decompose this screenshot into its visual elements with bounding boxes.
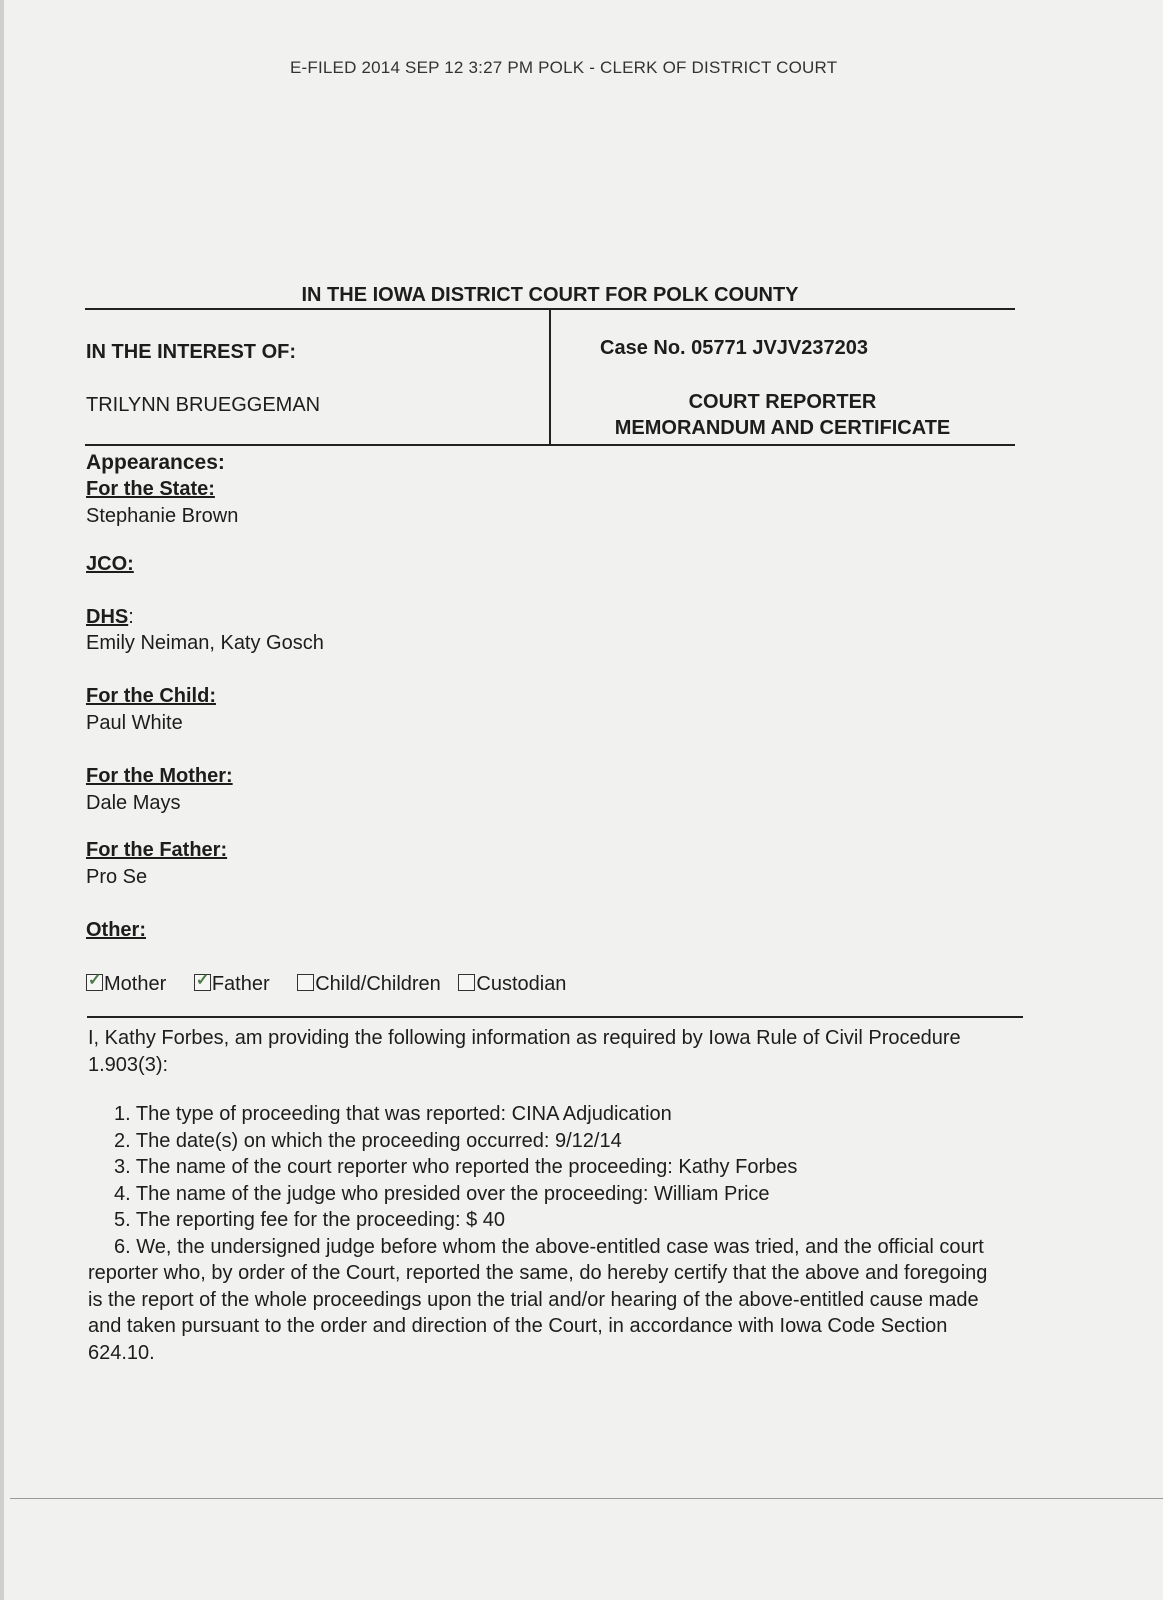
dhs-value: Emily Neiman, Katy Gosch xyxy=(86,632,324,654)
dhs-colon: : xyxy=(128,606,134,628)
checkbox-father-box[interactable] xyxy=(194,974,211,991)
jco-label: JCO: xyxy=(86,553,134,575)
checkbox-children[interactable] xyxy=(297,973,441,996)
checkbox-father[interactable] xyxy=(194,973,270,996)
scan-edge xyxy=(0,0,4,1600)
checkbox-custodian-box[interactable] xyxy=(458,974,475,991)
father-attorney-value: Pro Se xyxy=(86,866,148,888)
item-court-reporter: 3. The name of the court reporter who reported the proceeding: Kathy Forbes xyxy=(114,1156,798,1178)
dhs-label: DHS xyxy=(86,606,129,628)
other-label: Other: xyxy=(86,919,146,941)
checkbox-children-box[interactable] xyxy=(297,974,314,991)
item-proceeding-date: 2. The date(s) on which the proceeding occurred: 9/12/14 xyxy=(114,1129,622,1152)
page-bottom-rule xyxy=(10,1498,1163,1499)
mother-attorney-value: Dale Mays xyxy=(86,792,181,814)
child-attorney-value: Paul White xyxy=(86,712,183,734)
certificate-title-line-2: MEMORANDUM AND CERTIFICATE xyxy=(614,417,951,439)
intro-paragraph: I, Kathy Forbes, am providing the following information as required by Iowa Rule of Civil Procedure 1.903(3): xyxy=(88,1027,961,1076)
item-judge: 4. The name of the judge who presided over the proceeding: William Price xyxy=(114,1182,770,1205)
checkbox-mother[interactable] xyxy=(86,973,166,996)
item-reporting-fee: 5. The reporting fee for the proceeding: $ 40 xyxy=(114,1209,506,1231)
checkbox-custodian[interactable] xyxy=(458,973,566,996)
dhs-label-row xyxy=(86,606,134,629)
appearances-heading: Appearances: xyxy=(86,451,225,474)
court-title: IN THE IOWA DISTRICT COURT FOR POLK COUNTY xyxy=(301,284,799,306)
mother-attorney-label: For the Mother: xyxy=(86,765,233,787)
caption-bottom-rule xyxy=(85,444,1015,446)
check-icon: ✓ xyxy=(88,972,102,989)
section-rule xyxy=(87,1016,1023,1018)
item-proceeding-type: 1. The type of proceeding that was reported: CINA Adjudication xyxy=(114,1103,672,1125)
checkbox-mother-label: Mother xyxy=(104,973,167,995)
efiled-stamp: E-FILED 2014 SEP 12 3:27 PM POLK - CLERK OF DISTRICT COURT xyxy=(290,58,838,77)
checkbox-mother-box[interactable] xyxy=(86,974,103,991)
item-certification: 6. We, the undersigned judge before whom the above-entitled case was tried, and the official court reporter who, by order of the Court, reported the same, do hereby certify that the above and foregoing is the report of the whole proceedings upon the trial and/or hearing of the above-entitled cause made and taken pursuant to the order and direction of the Court, in accordance with Iowa Code Section 624.10. xyxy=(88,1235,988,1364)
check-icon: ✓ xyxy=(195,972,210,989)
interest-label: IN THE INTEREST OF: xyxy=(86,341,296,363)
certificate-items xyxy=(88,1101,993,1366)
state-label: For the State: xyxy=(86,478,215,500)
party-checkboxes xyxy=(86,973,588,996)
child-attorney-label: For the Child: xyxy=(86,685,216,707)
checkbox-father-label: Father xyxy=(211,973,270,995)
checkbox-custodian-label: Custodian xyxy=(476,973,567,995)
checkbox-children-label: Child/Children xyxy=(315,973,441,995)
caption-divider xyxy=(549,310,551,446)
state-value: Stephanie Brown xyxy=(86,505,239,527)
child-name: TRILYNN BRUEGGEMAN xyxy=(86,394,321,416)
certificate-title-line-1: COURT REPORTER xyxy=(688,391,877,413)
father-attorney-label: For the Father: xyxy=(86,839,228,861)
certificate-title xyxy=(560,389,1005,441)
case-number: Case No. 05771 JVJV237203 xyxy=(600,337,868,359)
